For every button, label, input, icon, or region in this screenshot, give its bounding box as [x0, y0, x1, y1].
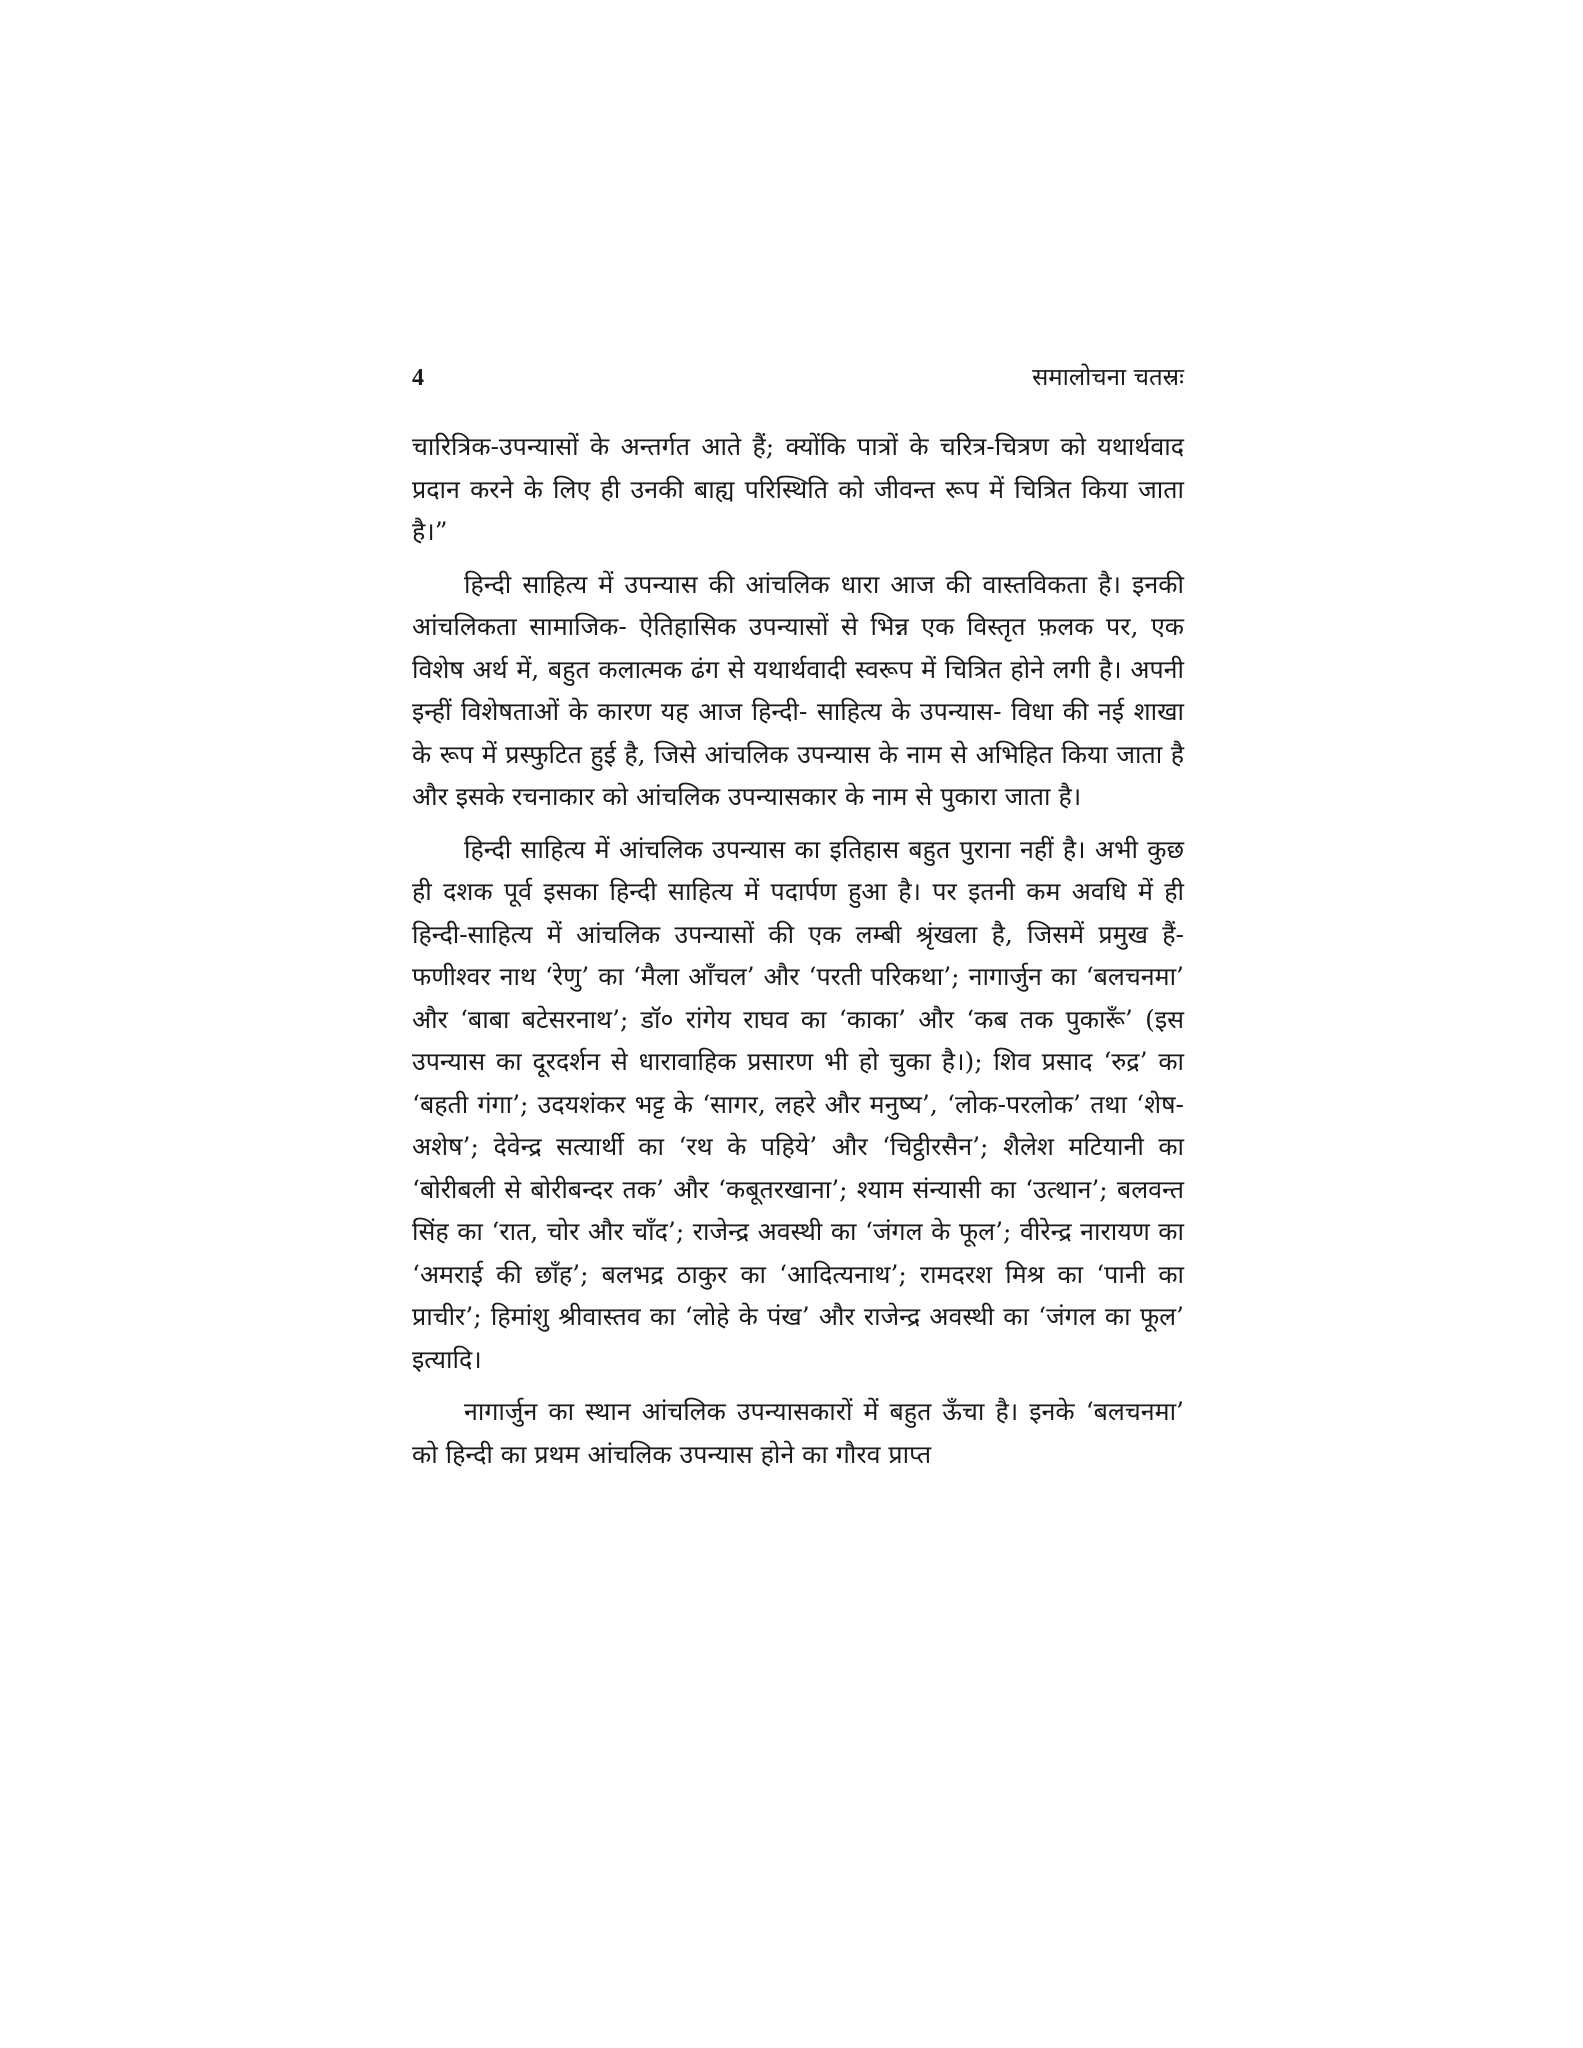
book-page — [412, 360, 1184, 1486]
running-header — [412, 360, 1184, 404]
page-number: 4 — [412, 365, 424, 391]
paragraph: नागार्जुन का स्थान आंचलिक उपन्यासकारों में बहुत ऊँचा है। इनके ‘बलचनमा’ को हिन्दी का प्रथम आंचलिक उपन्यास होने का गौरव प्राप्त — [412, 1397, 1184, 1469]
body-text — [412, 426, 1184, 1476]
running-title: समालोचना चतस्रः — [1032, 363, 1184, 391]
paragraph: हिन्दी साहित्य में आंचलिक उपन्यास का इतिहास बहुत पुराना नहीं है। अभी कुछ ही दशक पूर्व इसका हिन्दी साहित्य में पदार्पण हुआ है। पर इतनी कम अवधि में ही हिन्दी-साहित्य में आंचलिक उपन्यासों की एक लम्बी श्रृंखला है, जिसमें प्रमुख हैं- फणीश्वर नाथ ‘रेणु’ का ‘मैला आँचल’ और ‘परती परिकथा’; नागार्जुन का ‘बलचनमा’ और ‘बाबा बटेसरनाथ’; डॉ० रांगेय राघव का ‘काका’ और ‘कब तक पुकारूँ’ (इस उपन्यास का दूरदर्शन से धारावाहिक प्रसारण भी हो चुका है।); शिव प्रसाद ‘रुद्र’ का ‘बहती गंगा’; उदयशंकर भट्ट के ‘सागर, लहरे और मनुष्य’, ‘लोक-परलोक’ तथा ‘शेष-अशेष’; देवेन्द्र सत्यार्थी का ‘रथ के पहिये’ और ‘चिट्ठीरसैन’; शैलेश मटियानी का ‘बोरीबली से बोरीबन्दर तक’ और ‘कबूतरखाना’; श्याम संन्यासी का ‘उत्थान’; बलवन्त सिंह का ‘रात, चोर और चाँद’; राजेन्द्र अवस्थी का ‘जंगल के फूल’; वीरेन्द्र नारायण का ‘अमराई की छाँह’; बलभद्र ठाकुर का ‘आदित्यनाथ’; रामदरश मिश्र का ‘पानी का प्राचीर’; हिमांशु श्रीवास्तव का ‘लोहे के पंख’ और राजेन्द्र अवस्थी का ‘जंगल का फूल’ इत्यादि। — [412, 834, 1184, 1374]
paragraph: हिन्दी साहित्य में उपन्यास की आंचलिक धारा आज की वास्तविकता है। इनकी आंचलिकता सामाजिक- ऐतिहासिक उपन्यासों से भिन्न एक विस्तृत फ़लक पर, एक विशेष अर्थ में, बहुत कलात्मक ढंग से यथार्थवादी स्वरूप में चित्रित होने लगी है। अपनी इन्हीं विशेषताओं के कारण यह आज हिन्दी- साहित्य के उपन्यास- विधा की नई शाखा के रूप में प्रस्फुटित हुई है, जिसे आंचलिक उपन्यास के नाम से अभिहित किया जाता है और इसके रचनाकार को आंचलिक उपन्यासकार के नाम से पुकारा जाता है। — [412, 569, 1184, 811]
paragraph-continued: चारित्रिक-उपन्यासों के अन्तर्गत आते हैं; क्योंकि पात्रों के चरित्र-चित्रण को यथार्थवाद प्रदान करने के लिए ही उनकी बाह्य परिस्थिति को जीवन्त रूप में चित्रित किया जाता है।” — [412, 432, 1184, 546]
